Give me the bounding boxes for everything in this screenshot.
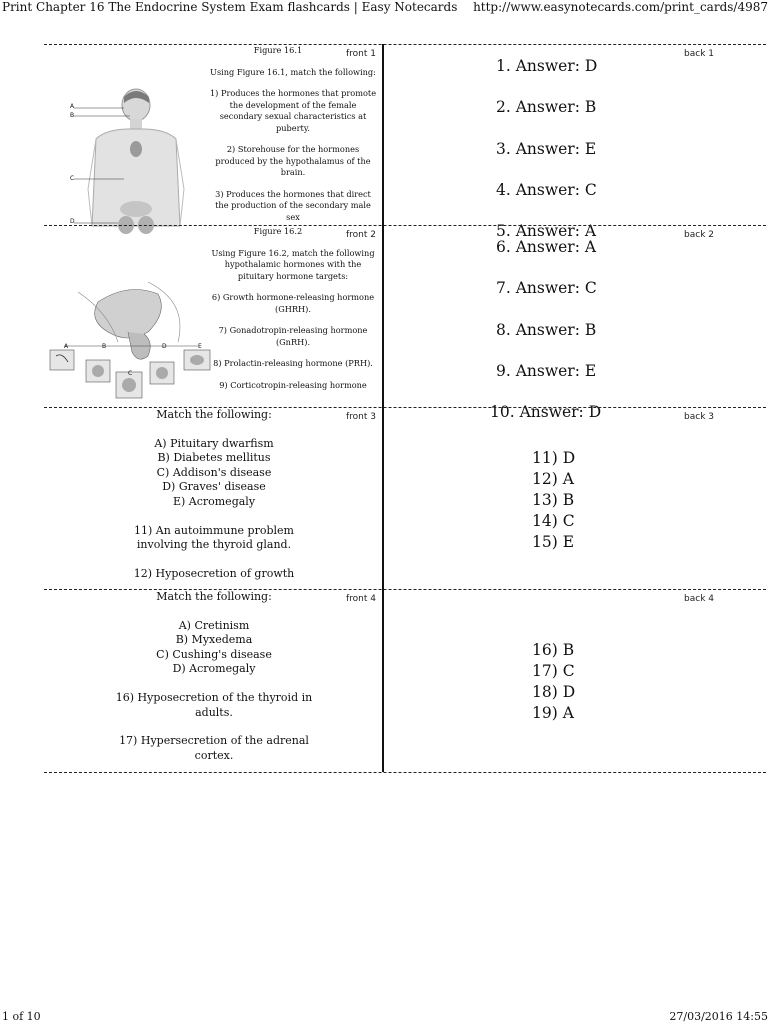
card-2-front: [44, 226, 382, 408]
column-divider: [382, 44, 384, 772]
answer-item: 6. Answer: A: [496, 238, 597, 256]
flashcard-table: [44, 44, 766, 772]
answer-item: 2. Answer: B: [496, 98, 597, 117]
answer-item: 5. Answer: A: [496, 222, 597, 241]
answer-item: 10. Answer: D: [490, 403, 602, 422]
front-tag: front 1: [346, 49, 376, 59]
card-1-question: [208, 45, 378, 233]
answer-item: 3. Answer: E: [496, 139, 597, 158]
option-item: C) Cushing's disease: [156, 647, 272, 661]
question-paragraph: 16) Hyposecretion of the thyroid in adults.: [115, 690, 313, 719]
question-paragraph: 9) Corticotropin-releasing hormone: [219, 379, 367, 390]
figure-label-c: C: [128, 370, 133, 377]
answer-item: 7. Answer: C: [496, 279, 597, 298]
question-paragraph: 1) Produces the hormones that promote the development of the female secondary sexual characteristics at puberty.: [209, 88, 377, 133]
question-intro: Match the following:: [156, 590, 272, 603]
figure-title: Figure 16.1: [253, 45, 303, 55]
figure-label-d: D: [70, 218, 75, 225]
card-row-4: [44, 589, 766, 773]
answer-item: 9. Answer: E: [496, 361, 597, 380]
answer-item: 14) C: [532, 512, 575, 530]
answer-item: 15) E: [532, 533, 575, 551]
front-tag: front 2: [346, 230, 376, 240]
page-footer-page-number: 1 of 10: [2, 1010, 41, 1023]
answer-item: 18) D: [532, 683, 576, 701]
card-3-front: [44, 408, 382, 590]
back-tag: back 3: [684, 412, 714, 422]
answer-list: [496, 46, 597, 252]
figure-label-b: B: [102, 343, 107, 350]
page-header-url[interactable]: http://www.easynotecards.com/print_cards/4987: [473, 0, 768, 14]
question-paragraph: Using Figure 16.2, match the following hypothalamic hormones with the pituitary hormone targets:: [211, 247, 375, 281]
option-item: A) Pituitary dwarfism: [154, 436, 274, 450]
question-paragraph: 8) Prolactin-releasing hormone (PRH).: [213, 358, 373, 368]
answer-list: [532, 448, 575, 553]
answer-item: 11) D: [532, 449, 576, 467]
page-footer-datetime: 27/03/2016 14:55: [669, 1010, 768, 1023]
option-item: A) Cretinism: [178, 618, 250, 632]
figure-label-e: E: [198, 343, 202, 350]
answer-item: 4. Answer: C: [496, 180, 597, 199]
option-list: [114, 437, 314, 510]
option-item: D) Graves' disease: [162, 480, 266, 494]
option-item: E) Acromegaly: [172, 494, 256, 508]
answer-item: 16) B: [532, 641, 575, 659]
option-item: B) Myxedema: [175, 633, 253, 647]
option-item: C) Addison's disease: [156, 465, 272, 479]
figure-label-a: A: [70, 103, 75, 110]
front-tag: front 3: [346, 412, 376, 422]
question-paragraph: Using Figure 16.1, match the following:: [210, 66, 376, 77]
question-intro: Match the following:: [156, 408, 272, 421]
answer-item: 13) B: [532, 491, 575, 509]
endocrine-body-figure: [66, 89, 188, 226]
question-paragraph: 6) Growth hormone-releasing hormone (GHRH).: [211, 292, 375, 314]
option-item: B) Diabetes mellitus: [157, 451, 271, 465]
answer-list: [532, 640, 575, 724]
question-paragraph: 7) Gonadotropin-releasing hormone (GnRH).: [218, 325, 368, 347]
figure-title: Figure 16.2: [253, 226, 303, 236]
question-paragraph: 17) Hypersecretion of the adrenal cortex.: [119, 734, 309, 762]
answer-item: 12) A: [532, 470, 574, 488]
back-tag: back 1: [684, 49, 714, 59]
answer-list: [490, 227, 602, 433]
back-tag: back 2: [684, 230, 714, 240]
answer-item: 17) C: [532, 662, 575, 680]
figure-label-d: D: [162, 343, 167, 350]
back-tag: back 4: [684, 594, 714, 604]
card-1-front: [44, 45, 382, 226]
card-row-3: [44, 407, 766, 590]
figure-label-b: B: [70, 112, 75, 119]
card-3-question: [114, 408, 314, 595]
card-4-back: [384, 590, 766, 772]
option-item: D) Acromegaly: [172, 662, 256, 676]
question-paragraph: 11) An autoimmune problem involving the thyroid gland.: [134, 523, 294, 552]
card-2-question: [208, 226, 378, 401]
option-list: [114, 619, 314, 677]
hypothalamus-pituitary-figure: [48, 272, 214, 400]
answer-item: 19) A: [532, 704, 574, 722]
answer-item: 8. Answer: B: [496, 320, 597, 339]
page-header-title: Print Chapter 16 The Endocrine System Exam flashcards | Easy Notecards: [2, 0, 458, 14]
question-paragraph: 2) Storehouse for the hormones produced by the hypothalamus of the brain.: [215, 144, 371, 177]
answer-item: 1. Answer: D: [496, 57, 598, 75]
question-paragraph: 3) Produces the hormones that direct the production of the secondary male sex: [215, 188, 371, 222]
figure-label-c: C: [70, 175, 75, 182]
card-4-front: [44, 590, 382, 772]
question-paragraph: 12) Hyposecretion of growth: [133, 566, 295, 580]
card-3-back: [384, 408, 766, 590]
figure-label-a: A: [64, 343, 69, 350]
card-4-question: [114, 590, 314, 777]
front-tag: front 4: [346, 594, 376, 604]
